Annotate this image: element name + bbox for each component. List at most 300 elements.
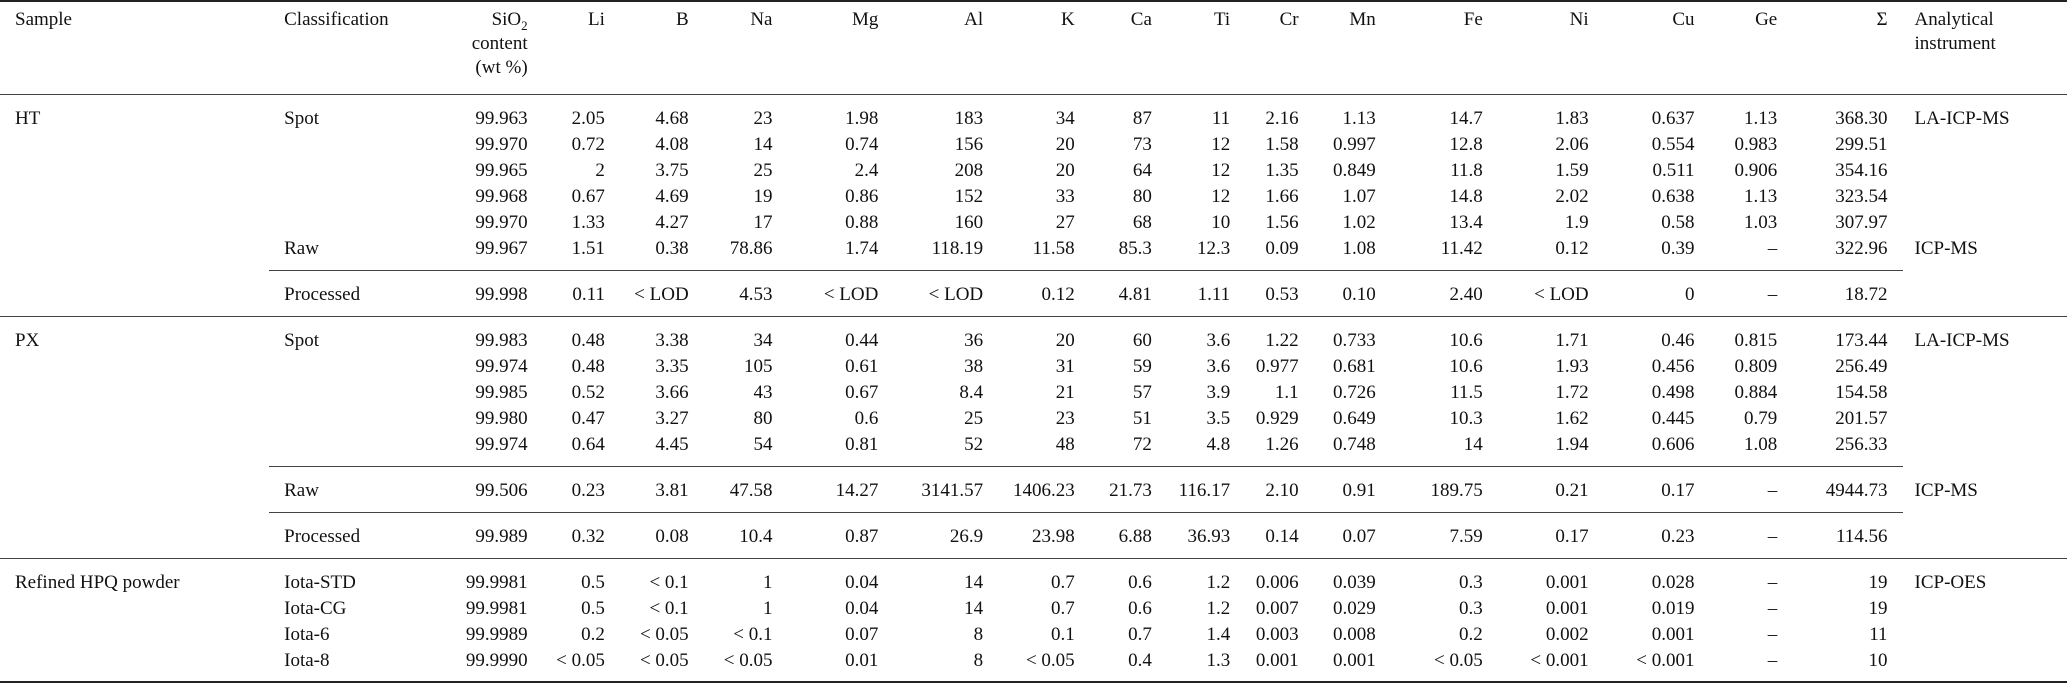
cell-instrument: ICP-MS (1914, 479, 1978, 501)
cell-value: 38 (964, 356, 984, 377)
cell-classification: Iota-6 (284, 624, 330, 645)
cell-value: 10.6 (1391, 317, 1498, 355)
header-element: Ni (1498, 1, 1604, 95)
header-element: Cr (1245, 1, 1313, 95)
cell-value: 17 (753, 212, 773, 233)
cell-value: 0.61 (845, 356, 879, 377)
cell-instrument (1903, 380, 2067, 406)
cell-value: 0.002 (1545, 624, 1589, 645)
cell-instrument: LA-ICP-MS (1914, 108, 2010, 129)
cell-value: 152 (954, 186, 984, 207)
cell-value: 156 (954, 134, 984, 155)
cell-sum: 307.97 (1835, 212, 1888, 233)
cell-value: 0.17 (1498, 513, 1604, 559)
cell-value: 3.6 (1206, 356, 1231, 377)
table-row (0, 95, 2067, 133)
cell-value: 1.02 (1342, 212, 1376, 233)
cell-value: 10.6 (1449, 356, 1483, 377)
cell-instrument (1903, 406, 2067, 432)
cell-value: 1.9 (1564, 212, 1589, 233)
cell-value: < 0.05 (639, 624, 689, 645)
cell-value: 0.019 (1651, 598, 1695, 619)
cell-value: 68 (1132, 212, 1152, 233)
cell-sample (0, 406, 269, 432)
cell-value: 0.10 (1314, 271, 1391, 317)
cell-sample (0, 432, 269, 467)
cell-value: 0.53 (1245, 271, 1313, 317)
header-sio2 (430, 1, 543, 95)
header-element: Mg (787, 1, 893, 95)
cell-value: 1.93 (1555, 356, 1589, 377)
cell-instrument (1903, 596, 2067, 622)
cell-value: 1.08 (1743, 434, 1778, 455)
cell-value: < 0.001 (1498, 648, 1604, 682)
cell-sum: 10 (1792, 648, 1902, 682)
cell-sum: 114.56 (1792, 513, 1902, 559)
cell-instrument (1903, 513, 2067, 559)
cell-value: 0.001 (1245, 648, 1313, 682)
cell-sample: PX (0, 317, 269, 355)
table-row (0, 559, 2067, 597)
cell-value: 0.456 (1651, 356, 1695, 377)
cell-value: 0.748 (1333, 434, 1376, 455)
cell-value: 2.4 (854, 160, 879, 181)
cell-sio2: 99.980 (475, 408, 528, 429)
cell-value: 12.8 (1449, 134, 1483, 155)
cell-value: – (1767, 598, 1778, 619)
cell-value: 8.4 (959, 382, 984, 403)
cell-value: 1.26 (1265, 434, 1299, 455)
cell-value: 8 (973, 624, 984, 645)
cell-sum: 299.51 (1835, 134, 1888, 155)
cell-value: 48 (1055, 434, 1075, 455)
header-element: Fe (1391, 1, 1498, 95)
cell-value: – (1710, 271, 1793, 317)
cell-value: 12 (1211, 134, 1231, 155)
cell-value: < 0.1 (733, 624, 773, 645)
cell-value: 0.23 (1604, 513, 1710, 559)
cell-value: 3.75 (655, 160, 689, 181)
cell-sio2: 99.989 (430, 513, 543, 559)
cell-value: 1.13 (1743, 186, 1778, 207)
cell-value: 7.59 (1391, 513, 1498, 559)
cell-value: 36 (893, 317, 998, 355)
cell-sio2: 99.963 (475, 108, 528, 129)
cell-value: < 0.1 (649, 598, 689, 619)
header-sio2-formula: SiO$_2$ (491, 9, 528, 33)
cell-value: 0.906 (1734, 160, 1778, 181)
cell-value: 0.5 (581, 598, 605, 619)
cell-value: 85.3 (1118, 238, 1152, 259)
cell-value: 1.58 (1265, 134, 1299, 155)
cell-value: 14 (1463, 434, 1483, 455)
header-element: Li (543, 1, 620, 95)
cell-value: 34 (704, 317, 788, 355)
cell-value: 14.7 (1449, 108, 1483, 129)
cell-value: 105 (743, 356, 773, 377)
cell-sio2: 99.974 (475, 434, 528, 455)
cell-value: 1.07 (1342, 186, 1376, 207)
cell-sio2: 99.9981 (465, 598, 528, 619)
cell-value: 2.10 (1245, 467, 1313, 513)
cell-classification (269, 132, 430, 158)
cell-sio2: 99.985 (475, 382, 528, 403)
cell-classification: Iota-CG (284, 598, 347, 619)
cell-value: 0.606 (1651, 434, 1695, 455)
cell-value: 12.3 (1196, 238, 1231, 259)
cell-value: 51 (1132, 408, 1152, 429)
header-element: Cu (1604, 1, 1710, 95)
cell-sample: HT (15, 108, 41, 129)
cell-value: 19 (753, 186, 773, 207)
cell-value: 4.68 (655, 108, 689, 129)
cell-value: 116.17 (1167, 467, 1245, 513)
cell-value: 0.23 (543, 467, 620, 513)
cell-value: 25 (964, 408, 984, 429)
cell-value: 4.8 (1206, 434, 1231, 455)
cell-sample (0, 184, 269, 210)
cell-sample: Refined HPQ powder (0, 559, 269, 597)
cell-value: 80 (1132, 186, 1152, 207)
cell-value: 0.008 (1333, 624, 1376, 645)
cell-value: 0.7 (998, 559, 1090, 597)
cell-value: 0.029 (1333, 598, 1376, 619)
cell-value: 0 (1604, 271, 1710, 317)
cell-value: 2 (595, 160, 605, 181)
table-row (0, 596, 2067, 622)
cell-value: 0.006 (1245, 559, 1313, 597)
cell-value: 1.51 (571, 238, 605, 259)
cell-value: 0.87 (787, 513, 893, 559)
cell-value: 0.08 (620, 513, 704, 559)
cell-value: 0.003 (1255, 624, 1299, 645)
cell-value: 59 (1132, 356, 1152, 377)
table-body (0, 95, 2067, 683)
cell-sum: 18.72 (1792, 271, 1902, 317)
cell-value: 14 (964, 598, 984, 619)
cell-value: 0.6 (1128, 598, 1152, 619)
cell-value: 60 (1090, 317, 1167, 355)
cell-classification (269, 158, 430, 184)
cell-value: 87 (1132, 108, 1152, 129)
cell-value: 1.13 (1743, 108, 1778, 129)
cell-value: 14 (893, 559, 998, 597)
cell-sample (0, 354, 269, 380)
cell-classification (269, 406, 430, 432)
cell-value: 1.3 (1167, 648, 1245, 682)
cell-value: 189.75 (1391, 467, 1498, 513)
cell-value: < 0.001 (1604, 648, 1710, 682)
cell-sum: 19 (1868, 598, 1888, 619)
cell-value: 0.815 (1710, 317, 1793, 355)
cell-value: 0.58 (1661, 212, 1695, 233)
cell-value: 31 (1055, 356, 1075, 377)
cell-value: 0.07 (1314, 513, 1391, 559)
table-row (0, 406, 2067, 432)
cell-value: 11 (1211, 108, 1231, 129)
cell-value: 1.03 (1743, 212, 1778, 233)
cell-value: 0.001 (1314, 648, 1391, 682)
cell-sio2: 99.965 (475, 160, 528, 181)
cell-value: – (1710, 467, 1793, 513)
cell-value: 21.73 (1090, 467, 1167, 513)
cell-value: 0.21 (1498, 467, 1604, 513)
cell-value: 1.98 (845, 108, 879, 129)
cell-value: 0.14 (1245, 513, 1313, 559)
cell-value: 20 (998, 317, 1090, 355)
cell-value: < 0.05 (1391, 648, 1498, 682)
cell-value: 0.48 (571, 356, 605, 377)
cell-value: 4.45 (655, 434, 689, 455)
cell-value: 0.48 (543, 317, 620, 355)
cell-value: 11.42 (1440, 238, 1483, 259)
cell-value: 1406.23 (998, 467, 1090, 513)
cell-value: 1.2 (1206, 598, 1231, 619)
cell-sum: 354.16 (1835, 160, 1888, 181)
cell-value: 23.98 (998, 513, 1090, 559)
cell-sio2: 99.506 (430, 467, 543, 513)
cell-value: 1.13 (1342, 108, 1376, 129)
cell-value: 2.06 (1555, 134, 1589, 155)
cell-value: 4.81 (1090, 271, 1167, 317)
cell-instrument (1903, 648, 2067, 682)
cell-value: 11.8 (1450, 160, 1483, 181)
cell-value: 0.44 (787, 317, 893, 355)
cell-value: 0.2 (1459, 624, 1483, 645)
cell-value: 0.039 (1314, 559, 1391, 597)
header-sample: Sample (0, 1, 269, 95)
cell-sum: 368.30 (1835, 108, 1888, 129)
cell-sio2: 99.998 (430, 271, 543, 317)
cell-value: 0.733 (1314, 317, 1391, 355)
cell-sio2: 99.9981 (430, 559, 543, 597)
cell-value: 1.59 (1555, 160, 1589, 181)
cell-value: 34 (1055, 108, 1075, 129)
cell-value: 0.72 (571, 134, 605, 155)
cell-sum: 323.54 (1835, 186, 1888, 207)
table-row (0, 317, 2067, 355)
cell-sum: 11 (1869, 624, 1888, 645)
cell-value: – (1710, 559, 1793, 597)
cell-value: 0.929 (1255, 408, 1299, 429)
cell-sio2: 99.967 (475, 238, 528, 259)
cell-sum: 173.44 (1792, 317, 1902, 355)
cell-value: 0.38 (655, 238, 689, 259)
cell-value: 47.58 (704, 467, 788, 513)
cell-classification: Spot (269, 317, 430, 355)
cell-value: 0.01 (787, 648, 893, 682)
cell-value: 0.07 (845, 624, 879, 645)
cell-value: 3.9 (1206, 382, 1231, 403)
cell-value: 20 (1055, 134, 1075, 155)
cell-value: 1.33 (571, 212, 605, 233)
cell-value: 3141.57 (893, 467, 998, 513)
cell-value: 57 (1132, 382, 1152, 403)
cell-sum: 201.57 (1835, 408, 1888, 429)
cell-classification (269, 380, 430, 406)
header-element: K (998, 1, 1090, 95)
cell-value: 11.58 (1032, 238, 1075, 259)
cell-value: 0.001 (1651, 624, 1695, 645)
cell-value: 12 (1211, 160, 1231, 181)
cell-value: 0.12 (1555, 238, 1589, 259)
cell-value: 0.47 (571, 408, 605, 429)
cell-sio2: 99.9990 (430, 648, 543, 682)
cell-instrument (1903, 158, 2067, 184)
cell-value: 27 (1055, 212, 1075, 233)
header-element: Ca (1090, 1, 1167, 95)
cell-value: 0.12 (998, 271, 1090, 317)
cell-value: 10.4 (704, 513, 788, 559)
cell-value: 3.27 (655, 408, 689, 429)
cell-value: 0.4 (1090, 648, 1167, 682)
cell-value: 0.3 (1391, 559, 1498, 597)
cell-value: 1.72 (1555, 382, 1589, 403)
cell-sum: 19 (1792, 559, 1902, 597)
cell-classification (269, 210, 430, 236)
cell-value: – (1710, 513, 1793, 559)
cell-sio2: 99.968 (475, 186, 528, 207)
cell-value: 4.53 (704, 271, 788, 317)
cell-value: 0.809 (1734, 356, 1778, 377)
header-classification: Classification (269, 1, 430, 95)
cell-value: 8 (893, 648, 998, 682)
cell-value: 12 (1211, 186, 1231, 207)
cell-value: 1 (704, 559, 788, 597)
cell-value: 0.6 (1090, 559, 1167, 597)
cell-value: 0.86 (845, 186, 879, 207)
cell-value: – (1767, 624, 1778, 645)
cell-value: 3.35 (655, 356, 689, 377)
cell-value: < 0.05 (704, 648, 788, 682)
cell-value: 43 (753, 382, 773, 403)
cell-classification: Iota-STD (269, 559, 430, 597)
cell-classification: Iota-8 (269, 648, 430, 682)
cell-classification (269, 432, 430, 467)
cell-value: 4.08 (655, 134, 689, 155)
cell-value: 1.83 (1555, 108, 1589, 129)
cell-value: 0.001 (1498, 559, 1604, 597)
cell-value: 0.39 (1661, 238, 1695, 259)
table-row (0, 210, 2067, 236)
table-row (0, 132, 2067, 158)
header-element: B (620, 1, 704, 95)
cell-value: 20 (1055, 160, 1075, 181)
table-row (0, 380, 2067, 406)
cell-value: 0.91 (1314, 467, 1391, 513)
header-sum: Σ (1792, 1, 1902, 95)
cell-value: 0.681 (1333, 356, 1376, 377)
cell-classification (269, 354, 430, 380)
cell-value: 0.2 (581, 624, 605, 645)
header-instrument: Analytical instrument (1903, 1, 2067, 95)
header-element: Al (893, 1, 998, 95)
cell-value: 14.8 (1449, 186, 1483, 207)
cell-value: 183 (954, 108, 984, 129)
cell-sample (0, 271, 269, 317)
cell-value: 0.11 (543, 271, 620, 317)
cell-value: 3.38 (620, 317, 704, 355)
cell-value: 1.1 (1274, 382, 1299, 403)
cell-sum: 256.33 (1835, 434, 1888, 455)
cell-value: 0.17 (1604, 467, 1710, 513)
cell-sio2: 99.9989 (465, 624, 528, 645)
cell-value: 1.22 (1245, 317, 1313, 355)
cell-value: 208 (954, 160, 984, 181)
cell-value: 0.67 (845, 382, 879, 403)
cell-value: 1.94 (1555, 434, 1589, 455)
cell-value: 1.4 (1206, 624, 1231, 645)
cell-value: 0.5 (543, 559, 620, 597)
cell-value: 0.997 (1333, 134, 1376, 155)
cell-sample (0, 467, 269, 513)
cell-value: 0.649 (1333, 408, 1376, 429)
cell-value: < LOD (1498, 271, 1604, 317)
cell-classification: Raw (269, 467, 430, 513)
cell-value: 0.09 (1265, 238, 1299, 259)
cell-value: 0.04 (787, 559, 893, 597)
cell-sum: 154.58 (1835, 382, 1888, 403)
header-element: Ge (1710, 1, 1793, 95)
cell-value: 160 (954, 212, 984, 233)
cell-value: 0.04 (845, 598, 879, 619)
cell-value: < LOD (620, 271, 704, 317)
header-element: Ti (1167, 1, 1245, 95)
cell-value: 1.35 (1265, 160, 1299, 181)
cell-value: < 0.05 (620, 648, 704, 682)
cell-value: 11.5 (1450, 382, 1483, 403)
table-row (0, 158, 2067, 184)
cell-value: 23 (753, 108, 773, 129)
cell-classification: Processed (269, 513, 430, 559)
cell-classification: Raw (284, 238, 319, 259)
cell-value: 36.93 (1167, 513, 1245, 559)
cell-value: 0.498 (1651, 382, 1695, 403)
cell-value: 0.637 (1651, 108, 1695, 129)
cell-sum: 256.49 (1835, 356, 1888, 377)
header-element: Mn (1314, 1, 1391, 95)
cell-value: 1.2 (1167, 559, 1245, 597)
cell-value: 0.32 (543, 513, 620, 559)
table-row (0, 622, 2067, 648)
cell-value: 25 (753, 160, 773, 181)
cell-value: 3.81 (620, 467, 704, 513)
cell-value: 72 (1132, 434, 1152, 455)
cell-value: 0.64 (571, 434, 605, 455)
cell-value: 2.16 (1265, 108, 1299, 129)
cell-sample (0, 513, 269, 559)
table-row (0, 236, 2067, 271)
cell-value: 0.6 (854, 408, 879, 429)
cell-value: 0.983 (1734, 134, 1778, 155)
cell-sample (0, 236, 269, 271)
table-row (0, 648, 2067, 682)
cell-instrument (1903, 622, 2067, 648)
header-sio2-unit: (wt %) (475, 57, 528, 78)
cell-value: 0.7 (1050, 598, 1075, 619)
cell-value: 23 (1055, 408, 1075, 429)
cell-instrument (1903, 132, 2067, 158)
cell-instrument: ICP-OES (1903, 559, 2067, 597)
table-row (0, 271, 2067, 317)
cell-value: 0.3 (1459, 598, 1483, 619)
cell-value: 1.74 (845, 238, 879, 259)
cell-sample (0, 380, 269, 406)
cell-value: 13.4 (1449, 212, 1483, 233)
cell-value: 4.69 (655, 186, 689, 207)
cell-instrument (1903, 210, 2067, 236)
table-row (0, 354, 2067, 380)
